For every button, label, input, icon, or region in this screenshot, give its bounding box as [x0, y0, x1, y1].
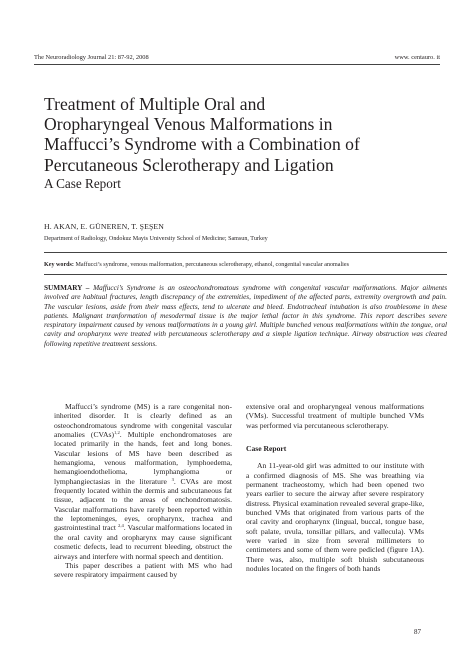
title-line: Maffucci’s Syndrome with a Combination of: [44, 134, 360, 155]
title-line: Oropharyngeal Venous Malformations in: [44, 114, 333, 135]
keywords-rule: [44, 252, 447, 253]
summary-text: Maffucci’s Syndrome is an osteochondromatous syndrome with congenital vascular malformations. Major ailments involved are habitual fractures, length discrepancy of the extremities, impediment of the affected parts, extremity overgrowth and pain. The vascular lesions, aside from their mass effects, tend to ulcerate and bleed. Endotracheal intubation is also troublesome in these patients. Malignant tranformation of mesodermal tissue is the major lethal factor in this syndrome. This report describes severe respiratory impairment caused by venous malformations in a young girl. Multiple bunched venous malformations within the tongue, oral cavity and oropharynx were treated with percutaneous sclerotherapy and a simple ligation technique. Airway obstruction was cleared following repetitive treatment sessions.: [44, 284, 448, 348]
journal-citation: The Neuroradiology Journal 21: 87-92, 2008: [34, 54, 149, 61]
body-column-left: [54, 402, 232, 580]
title-line: Percutaneous Sclerotherapy and Ligation: [44, 154, 334, 175]
keywords-text: Maffucci’s syndrome, venous malformation, percutaneous sclerotherapy, ethanol, congenital vascular anomalies: [75, 262, 349, 268]
intro-paragraph: Maffucci’s syndrome (MS) is a rare congenital non-inherited disorder. It is clearly defined as an osteochondromatous syndrome with congenital vascular anomalies (CVAs)$^{1,2}$. Multiple enchondromatoses are located primarily in the hands, feet and long bones. Vascular lesions of MS have been described as hemangioma, venous malformation, lymphoedema, hemangioendothelioma, lymphangioma or lymphangiectasias in the literature $^3$. CVAs are most frequently located within the dermis and subcutaneous fat tissue, adjacent to the areas of enchondromatosis. Vascular malformations have rarely been reported within the leptomeninges, eyes, oropharynx, trachea and gastrointestinal tract $^{2,4}$. Vascular malformations located in the oral cavity and oropharynx may cause significant cosmetic defects, lead to recurrent bleeding, obstruct the airways and interfere with normal speech and dentition.: [54, 402, 233, 561]
title-line: Treatment of Multiple Oral and: [44, 94, 266, 114]
section-heading-case-report: Case Report: [246, 444, 287, 454]
continued-paragraph: extensive oral and oropharyngeal venous malformations (VMs). Successful treatment of multiple bunched VMs was performed via percutaneous sclerotherapy.: [246, 402, 424, 430]
summary-rule: [44, 274, 447, 275]
running-header: [34, 54, 440, 61]
keywords-label: Key words:: [44, 262, 74, 268]
paper-purpose-paragraph: This paper describes a patient with MS who had severe respiratory impairment caused by: [54, 560, 232, 580]
page-number: 87: [414, 628, 421, 636]
author-affiliation: Department of Radiology, Ondokuz Mayis University School of Medicine; Samsun, Turkey: [44, 236, 268, 242]
header-rule: [34, 64, 440, 65]
article-subtitle: A Case Report: [44, 176, 121, 191]
author-list: H. AKAN, E. GÜNEREN, T. ŞEŞEN: [44, 222, 164, 231]
case-report-paragraph: An 11-year-old girl was admitted to our institute with a confirmed diagnosis of MS. She was breathing via permanent tracheostomy, which had been opened two years earlier to secure the airway after severe respiratory distress. Physical examination revealed several grape-like, bunched VMs that originated from various parts of the oral cavity and oropharynx (lingual, buccal, tongue base, soft palate, uvula, tonsillar pillars, and vallecula). VMs were varied in size from several millimeters to centimeters and some of them were pedicled (figure 1A). There was, also, multiple soft bluish subcutaneous nodules located on the fingers of both hands: [246, 461, 424, 574]
body-column-right: [246, 402, 424, 574]
keywords: [44, 262, 444, 268]
summary-abstract: [44, 284, 447, 349]
journal-website: www. centauro. it: [394, 54, 440, 61]
article-title: [44, 94, 444, 175]
summary-label: SUMMARY –: [44, 284, 90, 292]
